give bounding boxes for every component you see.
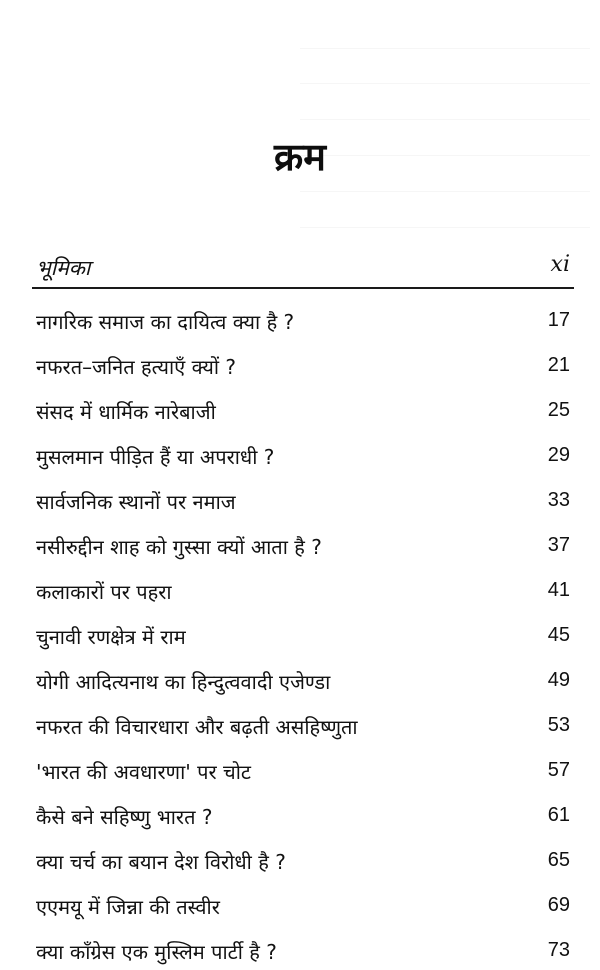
bleed-through-line (300, 48, 590, 49)
divider-rule (32, 287, 574, 289)
toc-entry-page: 33 (547, 489, 570, 511)
toc-entry-page: 69 (547, 894, 570, 916)
toc-entry-title: क्या काँग्रेस एक मुस्लिम पार्टी है ? (36, 940, 277, 964)
toc-entry-title: योगी आदित्यनाथ का हिन्दुत्ववादी एजेण्डा (36, 670, 331, 694)
toc-entry-page: 25 (547, 399, 570, 421)
toc-entry-page: 17 (547, 309, 570, 331)
toc-entry[interactable] (36, 443, 570, 483)
toc-entry-title: नफरत–जनित हत्याएँ क्यों ? (36, 355, 237, 379)
intro-label: भूमिका (36, 256, 91, 280)
bleed-through-line (300, 227, 590, 228)
toc-entry-title: नसीरुद्दीन शाह को गुस्सा क्यों आता है ? (36, 535, 322, 559)
toc-entry-title: नफरत की विचारधारा और बढ़ती असहिष्णुता (36, 715, 358, 739)
toc-entry[interactable] (36, 578, 570, 618)
toc-entry-page: 49 (547, 669, 570, 691)
toc-entry-page: 29 (547, 444, 570, 466)
toc-entry-page: 21 (547, 354, 570, 376)
bleed-through-line (300, 119, 590, 120)
toc-entry-page: 61 (547, 804, 570, 826)
toc-entry[interactable] (36, 848, 570, 888)
toc-entry-title: मुसलमान पीड़ित हैं या अपराधी ? (36, 445, 275, 469)
toc-entry[interactable] (36, 623, 570, 663)
toc-entry-title: नागरिक समाज का दायित्व क्या है ? (36, 310, 295, 334)
toc-entry[interactable] (36, 893, 570, 933)
toc-entry[interactable] (36, 353, 570, 393)
toc-entry[interactable] (36, 488, 570, 528)
bleed-through-line (300, 191, 590, 192)
toc-entry-title: संसद में धार्मिक नारेबाजी (36, 400, 216, 424)
bleed-through-line (300, 83, 590, 84)
toc-entry-page: 53 (547, 714, 570, 736)
toc-entry[interactable] (36, 758, 570, 798)
toc-list (36, 308, 570, 970)
toc-entry-page: 37 (547, 534, 570, 556)
toc-entry-title: 'भारत की अवधारणा' पर चोट (36, 760, 251, 784)
toc-entry-page: 57 (547, 759, 570, 781)
toc-entry-title: चुनावी रणक्षेत्र में राम (36, 625, 186, 649)
toc-entry[interactable] (36, 713, 570, 753)
toc-entry-page: 73 (547, 939, 570, 961)
toc-entry-page: 65 (547, 849, 570, 871)
toc-entry-page: 45 (547, 624, 570, 646)
toc-entry-title: सार्वजनिक स्थानों पर नमाज (36, 490, 236, 514)
toc-entry-title: क्या चर्च का बयान देश विरोधी है ? (36, 850, 286, 874)
toc-entry-page: 41 (547, 579, 570, 601)
toc-entry[interactable] (36, 938, 570, 970)
intro-row[interactable] (36, 254, 570, 282)
toc-entry[interactable] (36, 308, 570, 348)
toc-entry[interactable] (36, 398, 570, 438)
toc-entry[interactable] (36, 668, 570, 708)
toc-entry-title: कैसे बने सहिष्णु भारत ? (36, 805, 213, 829)
intro-page-number: xi (550, 252, 570, 277)
toc-entry-title: एएमयू में जिन्ना की तस्वीर (36, 895, 220, 919)
contents-heading: क्रम (274, 135, 326, 179)
toc-entry-title: कलाकारों पर पहरा (36, 580, 172, 604)
toc-entry[interactable] (36, 533, 570, 573)
toc-entry[interactable] (36, 803, 570, 843)
